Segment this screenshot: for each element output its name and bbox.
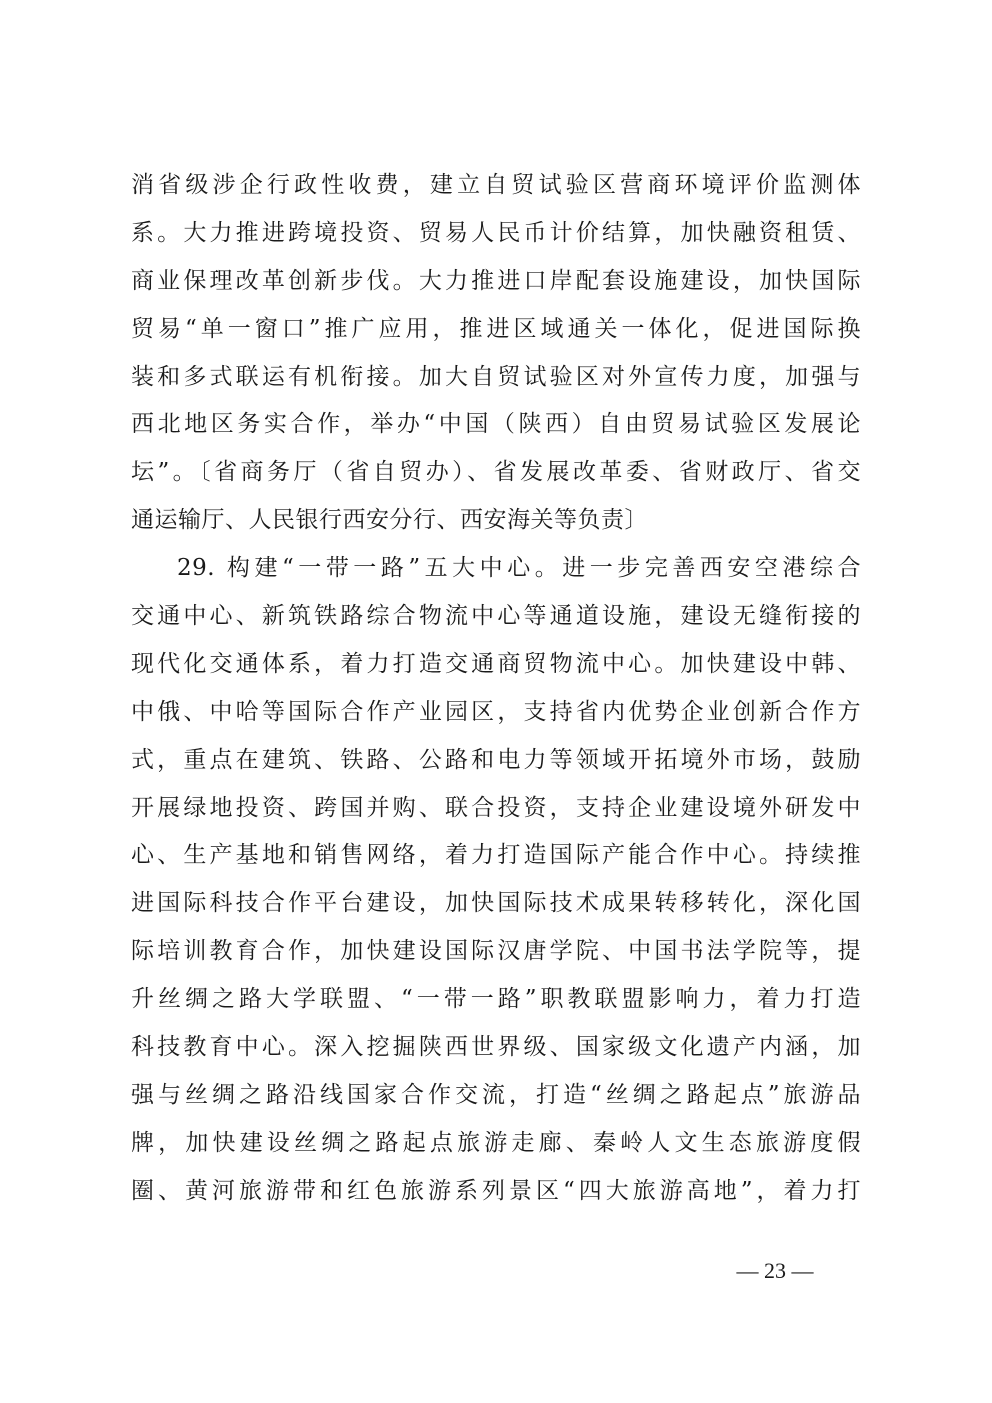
text-line: 科技教育中心。深入挖掘陕西世界级、国家级文化遗产内涵，加 [131,1034,861,1061]
text-line: 现代化交通体系，着力打造交通商贸物流中心。加快建设中韩、 [131,650,861,677]
text-line: 强与丝绸之路沿线国家合作交流，打造“丝绸之路起点”旅游品 [131,1081,861,1108]
text-line: 进国际科技合作平台建设，加快国际技术成果转移转化，深化国 [131,890,861,917]
text-line: 交通中心、新筑铁路综合物流中心等通道设施，建设无缝衔接的 [131,603,861,630]
text-line: 牌，加快建设丝绸之路起点旅游走廊、秦岭人文生态旅游度假 [131,1129,861,1156]
page-number: — 23 — [736,1258,814,1283]
text-line: 中俄、中哈等国际合作产业园区，支持省内优势企业创新合作方 [131,698,861,725]
text-line: 贸易“单一窗口”推广应用，推进区域通关一体化，促进国际换 [131,315,861,342]
text-line: 商业保理改革创新步伐。大力推进口岸配套设施建设，加快国际 [131,267,861,294]
text-line: 式，重点在建筑、铁路、公路和电力等领域开拓境外市场，鼓励 [131,746,861,773]
text-line: 西北地区务实合作，举办“中国（陕西）自由贸易试验区发展论 [131,411,861,438]
text-line: 圈、黄河旅游带和红色旅游系列景区“四大旅游高地”，着力打 [131,1177,861,1204]
paragraph-1 [131,162,861,545]
body-text [131,162,861,1216]
text-line: 坛”。〔省商务厅（省自贸办）、省发展改革委、省财政厅、省交 [131,459,861,486]
text-line: 系。大力推进跨境投资、贸易人民币计价结算，加快融资租赁、 [131,219,861,246]
text-line: 装和多式联运有机衔接。加大自贸试验区对外宣传力度，加强与 [131,363,861,390]
text-line: 心、生产基地和销售网络，着力打造国际产能合作中心。持续推 [131,842,861,869]
text-line: 29. 构建“一带一路”五大中心。进一步完善西安空港综合 [177,555,861,582]
text-line: 开展绿地投资、跨国并购、联合投资，支持企业建设境外研发中 [131,794,861,821]
text-line: 际培训教育合作，加快建设国际汉唐学院、中国书法学院等，提 [131,938,861,965]
text-line: 消省级涉企行政性收费，建立自贸试验区营商环境评价监测体 [131,172,861,198]
text-line: 升丝绸之路大学联盟、“一带一路”职教联盟影响力，着力打造 [131,986,861,1013]
paragraph-2 [131,545,861,1215]
text-line: 通运输厅、人民银行西安分行、西安海关等负责〕 [131,507,648,534]
